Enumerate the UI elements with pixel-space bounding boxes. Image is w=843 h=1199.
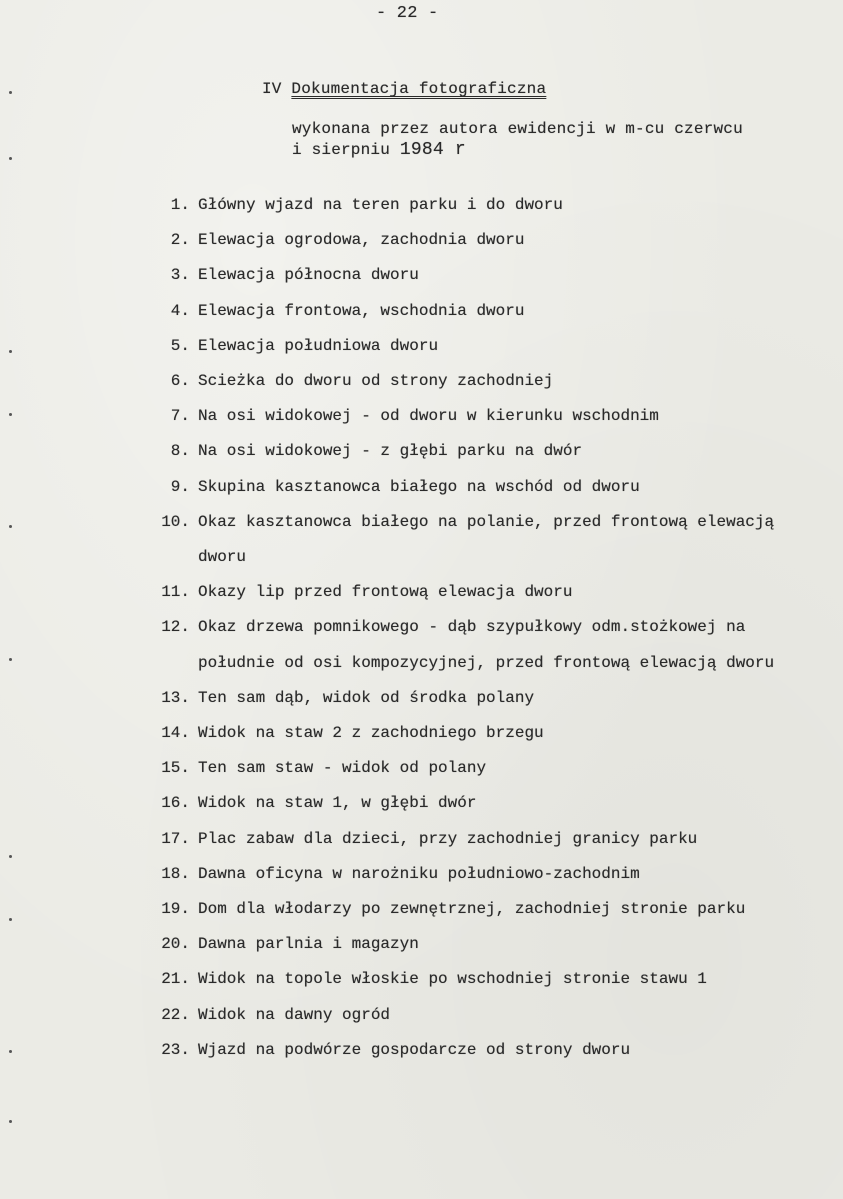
- page-number: - 22 -: [376, 4, 439, 23]
- scan-speck: [9, 1050, 12, 1053]
- list-item-number: 14.: [161, 724, 190, 742]
- section-title: Dokumentacja fotograficzna: [291, 80, 547, 98]
- list-item-text: Elewacja północna dworu: [198, 266, 419, 285]
- scan-speck: [9, 918, 12, 921]
- scan-speck: [9, 855, 12, 858]
- list-item-text: Widok na staw 1, w głębi dwór: [198, 794, 477, 813]
- list-item-number: 8.: [170, 442, 190, 461]
- list-item-number: 19.: [161, 900, 190, 918]
- list-item-number: 10.: [161, 512, 190, 531]
- list-item-text: Okaz drzewa pomnikowego - dąb szypułkowy odm.stożkowej na: [198, 618, 746, 637]
- list-item-text: Elewacja frontowa, wschodnia dworu: [198, 301, 525, 320]
- list-item-number: 23.: [161, 1040, 190, 1059]
- list-item-number: 2.: [170, 231, 190, 250]
- scan-speck: [9, 1120, 12, 1123]
- section-heading: [262, 80, 546, 98]
- list-item-text: południe od osi kompozycyjnej, przed frontową elewacją dworu: [198, 653, 775, 672]
- list-item-text: Elewacja ogrodowa, zachodnia dworu: [198, 231, 525, 250]
- list-item-number: 18.: [161, 864, 190, 883]
- list-item-number: 6.: [170, 372, 190, 390]
- list-item-number: 3.: [170, 266, 190, 285]
- list-item-number: 9.: [170, 477, 190, 496]
- subtitle-year: 1984 r: [399, 140, 466, 160]
- list-item-text: Skupina kasztanowca białego na wschód od dworu: [198, 477, 640, 496]
- list-item-number: 1.: [170, 196, 190, 214]
- subtitle-line-2: [292, 140, 466, 160]
- scan-speck: [9, 91, 12, 94]
- section-roman-numeral: IV: [262, 80, 282, 98]
- list-item-number: 5.: [170, 336, 190, 355]
- list-item-text: Okazy lip przed frontową elewacja dworu: [198, 583, 573, 602]
- list-item-number: 13.: [161, 688, 190, 707]
- list-item-number: 21.: [161, 970, 190, 989]
- list-item-number: 11.: [161, 583, 190, 602]
- scan-speck: [9, 350, 12, 353]
- list-item-text: Widok na dawny ogród: [198, 1005, 391, 1024]
- list-item-text: Plac zabaw dla dzieci, przy zachodniej granicy parku: [198, 829, 698, 848]
- list-item-text: Główny wjazd na teren parku i do dworu: [198, 196, 563, 214]
- list-item-number: 15.: [161, 759, 190, 778]
- list-item-text: dworu: [198, 548, 247, 566]
- list-item-text: Wjazd na podwórze gospodarcze od strony dworu: [198, 1040, 631, 1059]
- list-item-number: 7.: [170, 407, 190, 426]
- list-item-text: Dom dla włodarzy po zewnętrznej, zachodniej stronie parku: [198, 900, 746, 918]
- list-item-number: 17.: [161, 829, 190, 848]
- list-item-text: Na osi widokowej - z głębi parku na dwór: [198, 442, 583, 461]
- list-item-number: 4.: [170, 301, 190, 320]
- scan-speck: [9, 157, 12, 160]
- list-item-text: Widok na staw 2 z zachodniego brzegu: [198, 724, 544, 742]
- list-item-text: Scieżka do dworu od strony zachodniej: [198, 372, 554, 390]
- list-item-text: Widok na topole włoskie po wschodniej stronie stawu 1: [198, 970, 707, 989]
- list-item-number: 22.: [161, 1005, 190, 1024]
- subtitle-line-1: wykonana przez autora ewidencji w m-cu czerwcu: [292, 120, 743, 138]
- list-item-text: Okaz kasztanowca białego na polanie, przed frontową elewacją: [198, 512, 775, 531]
- scan-speck: [9, 413, 12, 416]
- list-item-text: Elewacja południowa dworu: [198, 336, 439, 355]
- scan-speck: [9, 658, 12, 661]
- list-item-text: Ten sam dąb, widok od środka polany: [198, 688, 535, 707]
- list-item-number: 20.: [161, 935, 190, 954]
- list-item-text: Dawna oficyna w narożniku południowo-zachodnim: [198, 864, 640, 883]
- list-item-text: Dawna parlnia i magazyn: [198, 935, 419, 954]
- list-item-text: Ten sam staw - widok od polany: [198, 759, 487, 778]
- list-item-number: 12.: [161, 618, 190, 637]
- subtitle-line-2-text: i sierpniu: [292, 141, 391, 159]
- list-item-number: 16.: [161, 794, 190, 813]
- scan-speck: [9, 525, 12, 528]
- list-item-text: Na osi widokowej - od dworu w kierunku wschodnim: [198, 407, 659, 426]
